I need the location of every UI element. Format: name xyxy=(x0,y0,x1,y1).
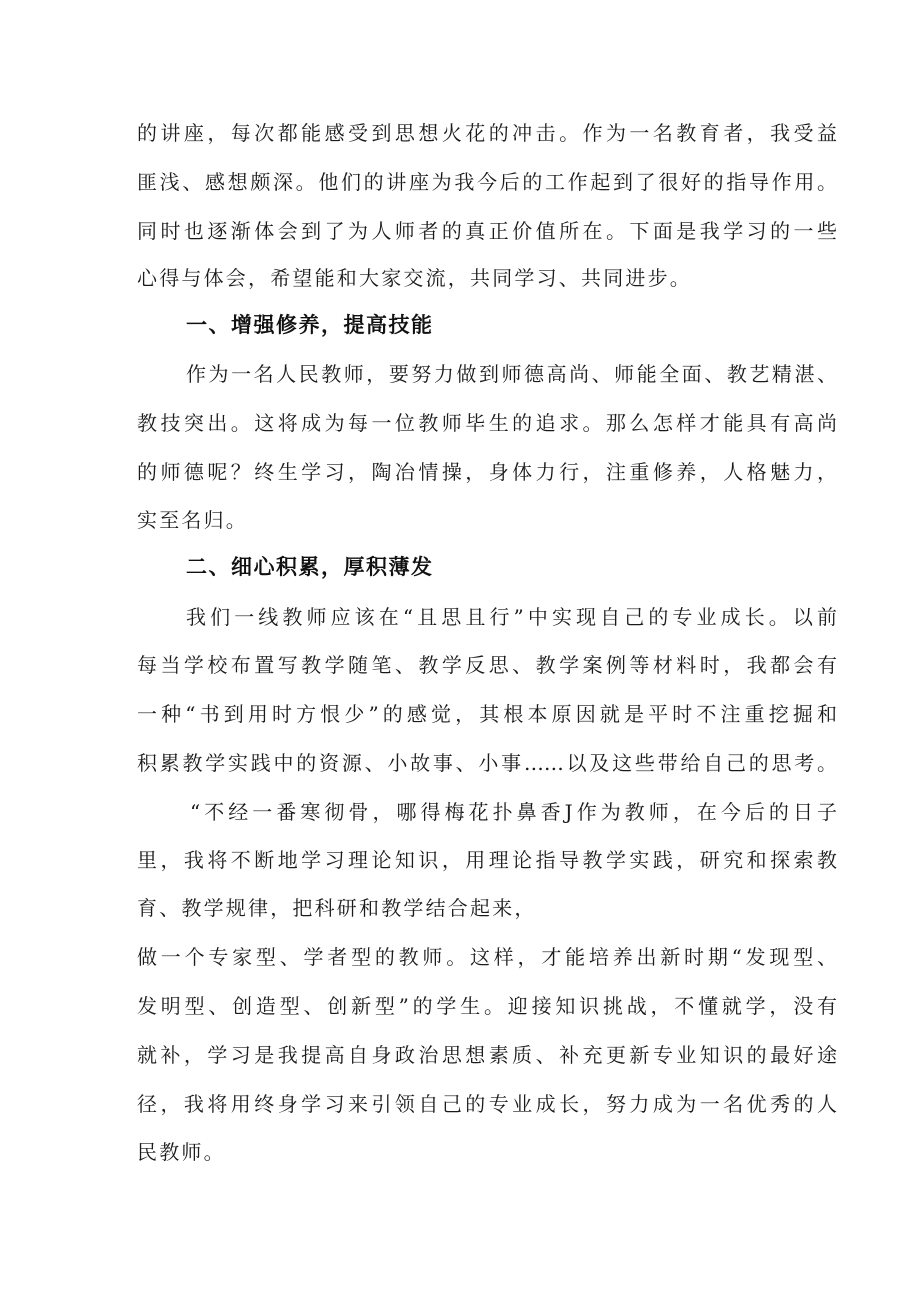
section-1-line-1: 作为一名人民教师，要努力做到师德高尚、师能全面、教艺精湛、 xyxy=(186,362,837,386)
section-2-line-2: 每当学校布置写教学随笔、教学反思、教学案例等材料时，我都会有 xyxy=(137,653,837,677)
intro-line-3: 同时也逐渐体会到了为人师者的真正价值所在。下面是我学习的一些 xyxy=(137,219,837,243)
section-2-line-3: 一种“书到用时方恨少”的感觉，其根本原因就是平时不注重挖掘和 xyxy=(137,702,837,726)
intro-line-4: 心得与体会，希望能和大家交流，共同学习、共同进步。 xyxy=(137,266,692,290)
section-1-line-3: 的师德呢？终生学习，陶冶情操，身体力行，注重修养，人格魅力， xyxy=(137,460,837,484)
section-1-line-4: 实至名归。 xyxy=(137,508,248,532)
intro-line-2: 匪浅、感想颇深。他们的讲座为我今后的工作起到了很好的指导作用。 xyxy=(137,170,837,194)
section-2-line-4: 积累教学实践中的资源、小故事、小事……以及这些带给自己的思考。 xyxy=(137,751,837,775)
intro-line-1: 的讲座，每次都能感受到思想火花的冲击。作为一名教育者，我受益 xyxy=(137,121,837,145)
section-3-line-5: 发明型、创造型、创新型”的学生。迎接知识挑战，不懂就学，没有 xyxy=(137,994,837,1018)
section-heading-1: 一、增强修养，提高技能 xyxy=(186,313,434,337)
section-3-line-7: 径，我将用终身学习来引领自己的专业成长，努力成为一名优秀的人 xyxy=(137,1092,837,1116)
section-3-line-6: 就补，学习是我提高自身政治思想素质、补充更新专业知识的最好途 xyxy=(137,1043,837,1067)
section-3-line-4: 做一个专家型、学者型的教师。这样，才能培养出新时期“发现型、 xyxy=(137,945,837,969)
section-3-line-2: 里，我将不断地学习理论知识，用理论指导教学实践，研究和探索教 xyxy=(137,848,837,872)
section-1-line-2: 教技突出。这将成为每一位教师毕生的追求。那么怎样才能具有高尚 xyxy=(137,411,837,435)
section-3-line-3: 育、教学规律，把科研和教学结合起来， xyxy=(137,896,537,920)
section-3-line-1: “不经一番寒彻骨，哪得梅花扑鼻香J作为教师，在今后的日子 xyxy=(190,800,837,824)
section-2-line-1: 我们一线教师应该在“且思且行”中实现自己的专业成长。以前 xyxy=(186,605,837,629)
section-heading-2: 二、细心积累，厚积薄发 xyxy=(186,555,434,579)
section-3-line-8: 民教师。 xyxy=(137,1140,226,1164)
